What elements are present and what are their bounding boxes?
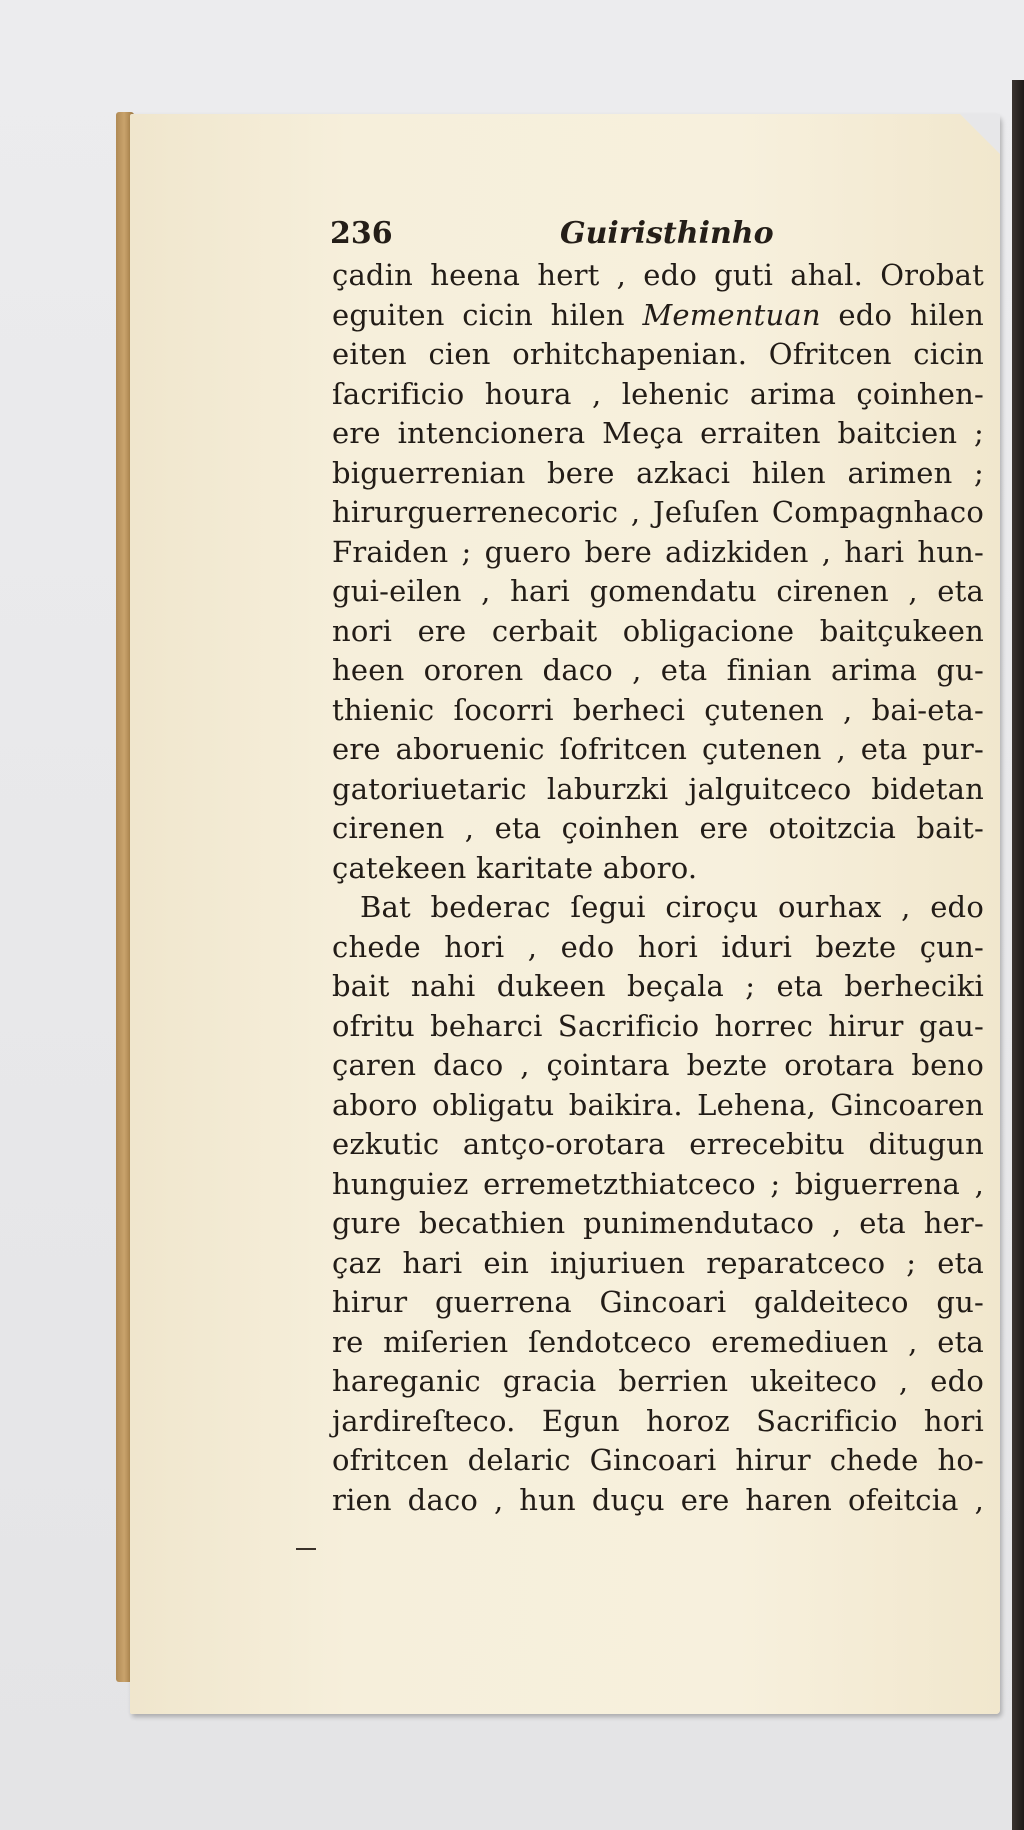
text-line: Bat bederac ſegui ciroçu ourhax , edo	[360, 890, 984, 924]
text-line: hareganic gracia berrien ukeiteco , edo	[332, 1364, 984, 1398]
italic-term: Mementuan	[642, 297, 821, 332]
text-line: çaren daco , çointara bezte orotara beno	[332, 1048, 984, 1082]
ink-mark	[296, 1548, 316, 1550]
text-line: heen ororen daco , eta finian arima gu-	[332, 653, 984, 687]
text-line: gure becathien punimendutaco , eta her-	[332, 1206, 984, 1240]
text-line: chede hori , edo hori iduri bezte çun-	[332, 929, 984, 964]
page-number: 236	[330, 216, 393, 251]
text-line: ofritu beharci Sacrificio horrec hirur gau-	[332, 1008, 984, 1043]
text-line: nori ere cerbait obligacione baitçukeen	[332, 613, 984, 648]
running-head: Guiristhinho	[560, 216, 774, 251]
text-line: çaz hari ein injuriuen reparatceco ; eta	[332, 1245, 984, 1280]
page-header	[330, 216, 930, 260]
text-line: Fraiden ; guero bere adizkiden , hari hun-	[332, 534, 984, 569]
text-line: re miſerien ſendotceco eremediuen , eta	[332, 1324, 984, 1359]
text-line: hirur guerrena Gincoari galdeiteco gu-	[332, 1285, 984, 1319]
text-line: ofritcen delaric Gincoari hirur chede ho-	[332, 1443, 984, 1477]
text-line: ezkutic antço-orotara errecebitu ditugun	[332, 1127, 984, 1161]
text-line: bait nahi dukeen beçala ; eta berheciki	[332, 969, 984, 1003]
text-line: eguiten cicin hilen Mementuan edo hilen	[332, 297, 984, 332]
text-line: aboro obligatu baikira. Lehena, Gincoaren	[332, 1087, 984, 1122]
text-line: hirurguerrenecoric , Jeſuſen Compagnhaco	[332, 495, 984, 529]
text-line: gui-eilen , hari gomendatu cirenen , eta	[332, 574, 984, 608]
text-line: eiten cien orhitchapenian. Ofritcen cicin	[332, 337, 984, 371]
text-line: gatoriuetaric laburzki jalguitceco bidetan	[332, 771, 984, 806]
page-corner	[960, 114, 1000, 154]
adjacent-page-edge	[1012, 80, 1024, 1830]
text-line: çatekeen karitate aboro.	[332, 850, 698, 885]
text-line: rien daco , hun duçu ere haren ofeitcia ,	[332, 1482, 984, 1517]
text-line: çadin heena hert , edo guti ahal. Orobat	[332, 258, 984, 292]
text-line: ere aboruenic ſofritcen çutenen , eta pur-	[332, 732, 984, 766]
text-line: ſacrificio houra , lehenic arima çoinhen-	[332, 376, 984, 411]
text-line: jardireſteco. Egun horoz Sacrificio hori	[332, 1403, 984, 1438]
text-line: biguerrenian bere azkaci hilen arimen ;	[332, 455, 984, 490]
text-line: thienic ſocorri berheci çutenen , bai-eta-	[332, 692, 984, 727]
text-line: cirenen , eta çoinhen ere otoitzcia bait-	[332, 811, 984, 845]
text-line: hunguiez erremetzthiatceco ; biguerrena ,	[332, 1166, 984, 1201]
text-line: ere intencionera Meça erraiten baitcien ;	[332, 416, 984, 450]
body-text	[332, 256, 984, 1520]
